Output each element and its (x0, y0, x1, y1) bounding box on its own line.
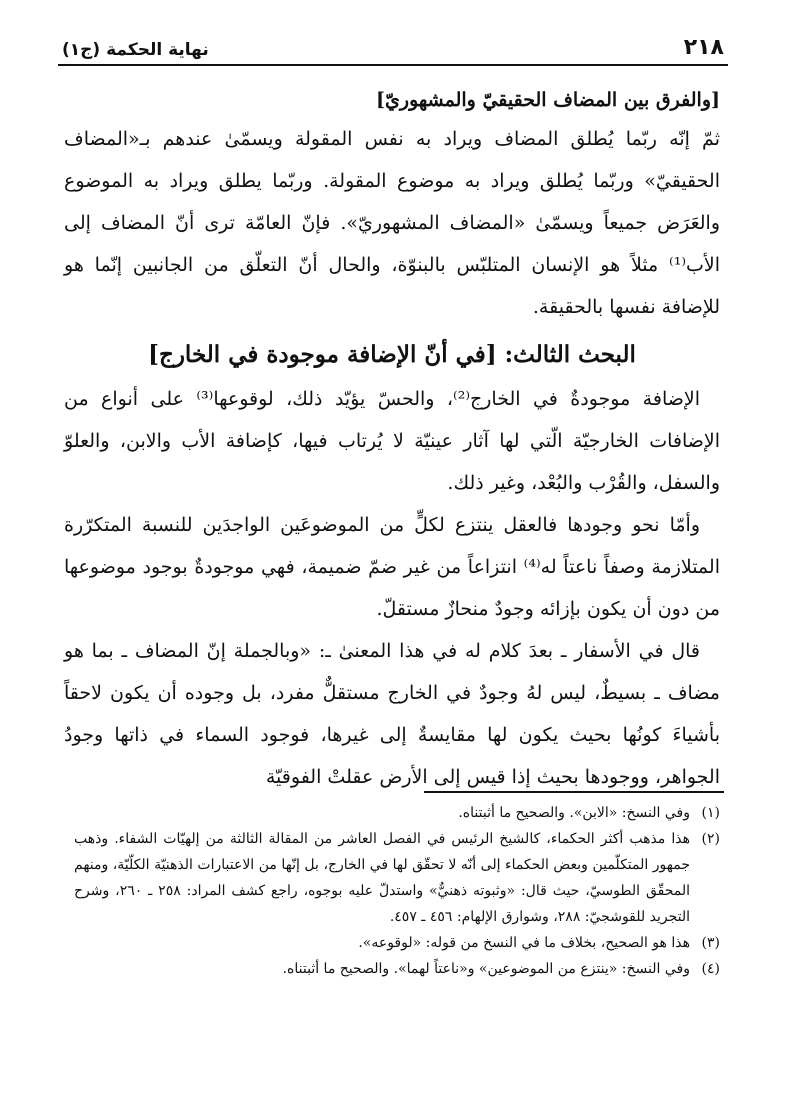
paragraph-2: الإضافة موجودةٌ في الخارج⁽²⁾، والحسّ يؤيّد ذلك، لوقوعها⁽³⁾ على أنواع من الإضافات الخارجيّة الّتي لها آثار عينيّة لا يُرتاب فيها، كإضافة الأب والابن، والعلوّ والسفل، والقُرْب والبُعْد، وغير ذلك. (64, 388, 720, 494)
paragraph-1: ثمّ إنّه ربّما يُطلق المضاف ويراد به نفس المقولة ويسمّىٰ عندهم بـ«المضاف الحقيقيّ» وربّما يُطلق ويراد به موضوع المقولة. وربّما يطلق ويراد به الموضوع والعَرَض جميعاً ويسمّىٰ «المضاف المشهوريّ». فإنّ العامّة ترى أنّ المضاف إلى الأب⁽¹⁾ مثلاً هو الإنسان المتلبّس بالبنوّة، والحال أنّ التعلّق من الجانبين إنّما هو للإضافة نفسها بالحقيقة. (64, 128, 720, 318)
paragraph-3: وأمّا نحو وجودها فالعقل ينتزع لكلٍّ من الموضوعَين الواجدَين للنسبة المتكرّرة المتلازمة وصفاً ناعتاً له⁽⁴⁾ انتزاعاً من غير ضمّ ضميمة، فهي موجودةٌ بوجود موضوعها من دون أن يكون بإزائه وجودٌ منحازٌ مستقلّ. (64, 514, 720, 620)
footnote-text: وفي النسخ: «الابن». والصحيح ما أثبتناه. (458, 805, 690, 821)
footnote-1 (74, 800, 720, 826)
main-text (64, 82, 720, 798)
page-number: ٢١٨ (683, 35, 724, 60)
footnote-text: هذا هو الصحيح، بخلاف ما في النسخ من قوله: «لوقوعه». (358, 935, 690, 951)
footnote-4 (74, 956, 720, 982)
footnotes (74, 800, 720, 982)
footnote-number: (٢) (701, 831, 720, 847)
footnote-number: (٤) (701, 961, 720, 977)
footnote-2 (74, 826, 720, 930)
footnote-3 (74, 930, 720, 956)
running-title: نهاية الحكمة (ج١) (62, 40, 209, 60)
subsection-title: [والفرق بين المضاف الحقيقيّ والمشهوريّ] (376, 89, 720, 111)
footnote-text: وفي النسخ: «ينتزع من الموضوعين» و«ناعتاً لهما». والصحيح ما أثبتناه. (282, 961, 690, 977)
footnote-number: (٣) (701, 935, 720, 951)
paragraph-4: قال في الأسفار ـ بعدَ كلام له في هذا المعنىٰ ـ: «وبالجملة إنّ المضاف ـ بما هو مضاف ـ بسيطٌ، ليس لهُ وجودٌ في الخارج مستقلٌّ مفرد، بل وجوده أن يكون لاحقاً بأشياءَ كونُها بحيث يكون لها مقايسةٌ إلى غيرها، فوجود السماء في ذاتها وجودُ الجواهر، ووجودها بحيث إذا قيس إلى الأرض عقلتْ الفوقيّة (64, 640, 720, 788)
page-header (62, 26, 724, 60)
section-title: البحث الثالث: [في أنّ الإضافة موجودة في الخارج] (148, 341, 636, 368)
footnote-text: هذا مذهب أكثر الحكماء، كالشيخ الرئيس في الفصل العاشر من المقالة الثالثة من إلهيّات الشفاء. وذهب جمهور المتكلّمين وبعض الحكماء إلى أنّه لا تحقّق لها في الخارج، بل إنّها من الاعتبارات الذهنيّة الكلّيّة، ومنهم المحقّق الطوسيّ، حيث قال: «وثبوته ذهنيٌّ» واستدلّ عليه بوجوه، راجع كشف المراد: ٢٥٨ ـ ٢٦٠، وشرح التجريد للقوشجيّ: ٢٨٨، وشوارق الإلهام: ٤٥٦ ـ ٤٥٧. (74, 831, 690, 925)
footnote-number: (١) (701, 805, 720, 821)
header-divider (58, 64, 728, 66)
footnote-divider (424, 791, 724, 793)
